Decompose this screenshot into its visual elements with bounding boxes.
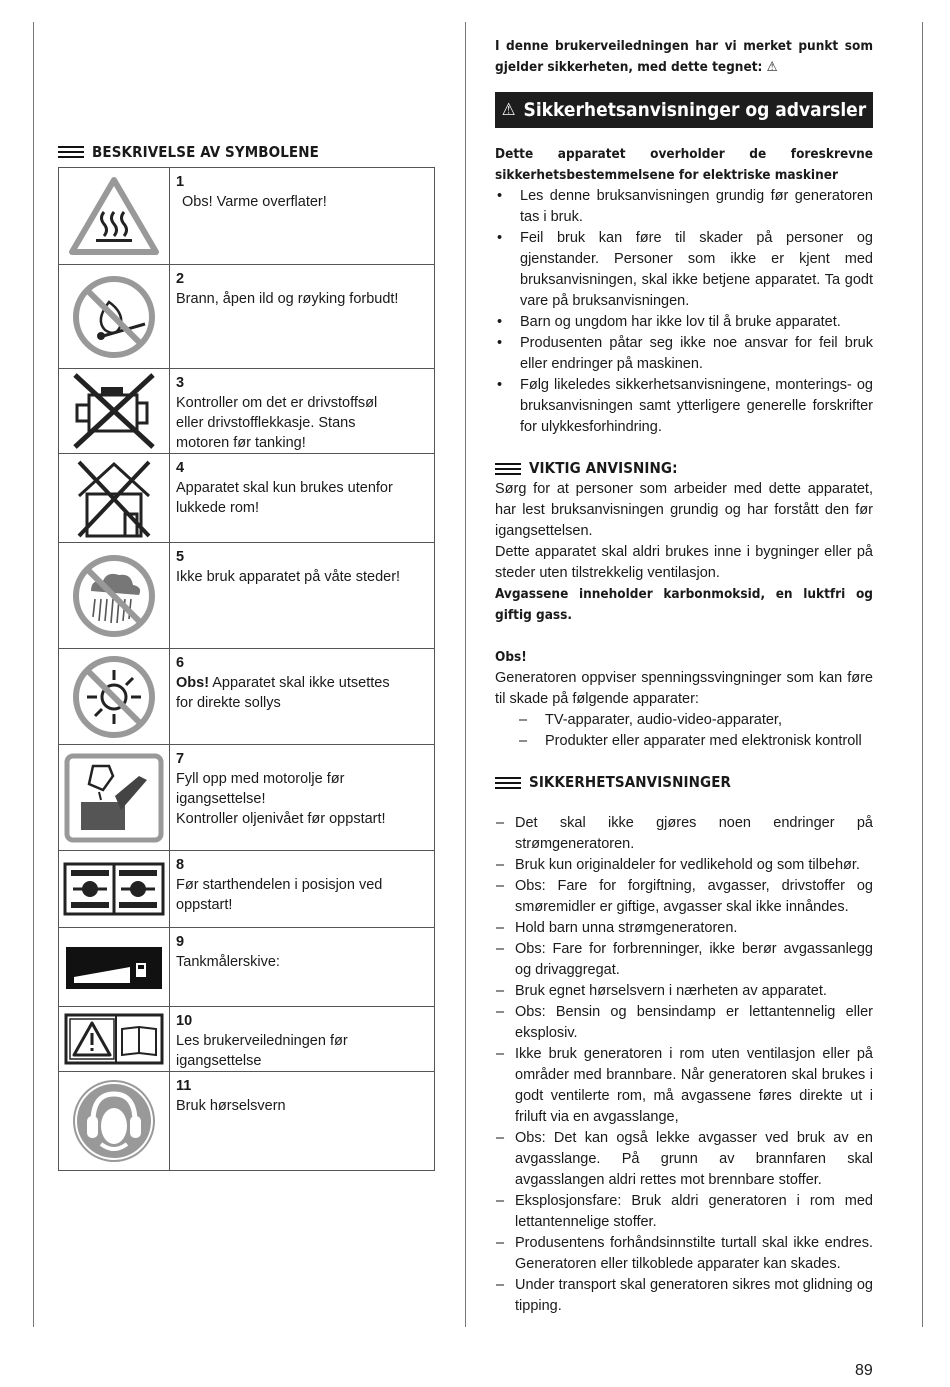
symbol-text: Ikke bruk apparatet på våte steder!	[176, 569, 401, 585]
list-item: – Bruk kun originaldeler for vedlikehold og som tilbehør.	[495, 855, 873, 876]
page-number: 89	[855, 1362, 873, 1379]
safety-section	[495, 36, 873, 1317]
symbol-number: 7	[176, 751, 185, 767]
important-paragraph: Sørg for at personer som arbeider med dette apparatet, har lest bruksanvisningen grundig og har forstått den før igangsettelsen.	[495, 481, 873, 539]
symbol-text-cell	[170, 745, 435, 851]
symbol-number: 11	[176, 1078, 192, 1094]
symbol-text: Kontroller om det er drivstoffsøl eller drivstofflekkasje. Stans motoren før tanking!	[176, 395, 378, 451]
warning-triangle-icon: ⚠	[766, 59, 778, 75]
no-sunlight-icon	[69, 652, 159, 742]
table-row	[59, 928, 435, 1007]
symbol-number: 9	[176, 934, 185, 950]
list-item: – Bruk egnet hørselsvern i nærheten av apparatet.	[495, 981, 873, 1002]
symbol-text: Obs! Varme overflater!	[182, 194, 327, 210]
list-item: – Ikke bruk generatoren i rom uten ventilasjon eller på områder med brannbare. Når generatoren skal brukes i godt ventilerte rom, må avgassene føres direkte ut i friluft via en avgasslange,	[495, 1044, 873, 1128]
table-row	[59, 649, 435, 745]
list-item: • Barn og ungdom har ikke lov til å bruke apparatet.	[495, 312, 873, 333]
table-row	[59, 851, 435, 928]
list-item: – Eksplosjonsfare: Bruk aldri generatoren i rom med lettantennelige stoffer.	[495, 1191, 873, 1233]
important-heading-bar	[495, 458, 873, 479]
symbol-image-cell	[59, 454, 170, 543]
intro-text	[495, 36, 873, 78]
intro-text-body: I denne brukerveiledningen har vi merket punkt som gjelder sikkerheten, med dette tegnet:	[495, 38, 873, 75]
symbol-number: 6	[176, 655, 185, 671]
symbol-text-cell	[170, 543, 435, 649]
symbol-image-cell	[59, 928, 170, 1007]
symbol-image-cell	[59, 369, 170, 454]
warning-triangle-icon: ⚠	[501, 99, 516, 120]
table-row	[59, 369, 435, 454]
important-paragraph: Dette apparatet skal aldri brukes inne i bygninger eller på steder uten tilstrekkelig ventilasjon.	[495, 544, 873, 581]
engine-crossed-icon	[69, 371, 159, 451]
choke-lever-icon	[63, 862, 165, 916]
list-item: – Produkter eller apparater med elektronisk kontroll	[515, 731, 873, 752]
symbol-text-cell	[170, 851, 435, 928]
symbol-image-cell	[59, 168, 170, 265]
symbol-number: 10	[176, 1013, 193, 1029]
symbol-text-secondary: Kontroller oljenivået før oppstart!	[176, 811, 386, 827]
list-item: – Obs: Bensin og bensindamp er lettantennelig eller eksplosiv.	[495, 1002, 873, 1044]
symbol-text: Bruk hørselsvern	[176, 1098, 286, 1114]
fuel-gauge-icon	[64, 943, 164, 991]
symbol-text: Les brukerveiledningen før igangsettelse	[176, 1033, 348, 1069]
table-row	[59, 454, 435, 543]
obs-device-list	[495, 710, 873, 752]
symbol-text-cell	[170, 454, 435, 543]
right-margin-rule	[922, 22, 923, 1327]
house-crossed-icon	[69, 456, 159, 540]
obs-label: Obs!	[495, 649, 527, 665]
symbol-text: Apparatet skal ikke utsettes for direkte sollys	[176, 675, 390, 711]
symbol-table	[58, 167, 435, 1171]
symbol-number: 1	[176, 174, 185, 190]
table-row	[59, 265, 435, 369]
symbol-image-cell	[59, 745, 170, 851]
symbol-image-cell	[59, 265, 170, 369]
no-open-fire-icon	[69, 272, 159, 362]
symbol-text-cell	[170, 168, 435, 265]
list-item: • Følg likeledes sikkerhetsanvisningene, monterings- og bruksanvisningen samt ytterligere generelle forskrifter for ulykkesforhindring.	[495, 375, 873, 438]
safety-instructions-heading-bar	[495, 772, 873, 793]
list-item: – TV-apparater, audio-video-apparater,	[515, 710, 873, 731]
hot-surface-warning-icon	[66, 174, 162, 258]
safety-bullet-list	[495, 186, 873, 438]
symbol-text: Tankmålerskive:	[176, 954, 280, 970]
list-item: • Les denne bruksanvisningen grundig før generatoren tas i bruk.	[495, 186, 873, 228]
list-item: – Produsentens forhåndsinnstilte turtall skal ikke endres. Generatoren eller tilkoblede apparater kan skades.	[495, 1233, 873, 1275]
safety-title-bar	[495, 92, 873, 128]
symbol-text: Apparatet skal kun brukes utenfor lukkede rom!	[176, 480, 393, 516]
column-divider-rule	[465, 22, 466, 1327]
compliance-text: Dette apparatet overholder de foreskrevne sikkerhetsbestemmelsene for elektriske maskiner	[495, 146, 873, 183]
read-manual-icon	[64, 1013, 164, 1065]
list-item: – Obs: Fare for forbrenninger, ikke berør avgassanlegg og drivaggregat.	[495, 939, 873, 981]
oil-fill-icon	[63, 752, 165, 844]
safety-instructions-list	[495, 813, 873, 1317]
safety-title: Sikkerhetsanvisninger og advarsler	[523, 98, 867, 121]
symbol-image-cell	[59, 649, 170, 745]
symbol-image-cell	[59, 543, 170, 649]
symbol-text: Fyll opp med motorolje før igangsettelse!	[176, 771, 345, 807]
symbol-text-cell	[170, 369, 435, 454]
section-marker-icon	[58, 144, 84, 160]
symbol-text-cell	[170, 1072, 435, 1171]
table-row	[59, 168, 435, 265]
symbol-number: 3	[176, 375, 185, 391]
list-item: – Hold barn unna strømgeneratoren.	[495, 918, 873, 939]
symbol-number: 5	[176, 549, 185, 565]
table-row	[59, 745, 435, 851]
symbol-text-cell	[170, 265, 435, 369]
list-item: – Obs: Det kan også lekke avgasser ved bruk av en avgasslange. På grunn av brannfaren skal avgasslangen aldri rettes mot brennbare stoffer.	[495, 1128, 873, 1191]
list-item: – Under transport skal generatoren sikres mot glidning og tipping.	[495, 1275, 873, 1317]
safety-instructions-heading: SIKKERHETSANVISNINGER	[529, 773, 732, 791]
obs-text: Generatoren oppviser spenningssvingninger som kan føre til skade på følgende apparater:	[495, 670, 873, 707]
important-warning-text: Avgassene inneholder karbonmoksid, en luktfri og giftig gass.	[495, 586, 873, 623]
list-item: – Det skal ikke gjøres noen endringer på strømgeneratoren.	[495, 813, 873, 855]
section-marker-icon	[495, 461, 521, 477]
symbol-number: 2	[176, 271, 185, 287]
symbol-text: Brann, åpen ild og røyking forbudt!	[176, 291, 399, 307]
symbols-heading: BESKRIVELSE AV SYMBOLENE	[92, 143, 319, 161]
list-item: • Produsenten påtar seg ikke noe ansvar for feil bruk eller endringer på maskinen.	[495, 333, 873, 375]
left-margin-rule	[33, 22, 34, 1327]
list-item: – Obs: Fare for forgiftning, avgasser, drivstoffer og smøremidler er giftige, avgasser skal ikke innåndes.	[495, 876, 873, 918]
symbol-image-cell	[59, 851, 170, 928]
important-heading: VIKTIG ANVISNING:	[529, 459, 678, 477]
section-heading	[58, 143, 436, 161]
no-rain-icon	[69, 551, 159, 641]
section-marker-icon	[495, 775, 521, 791]
table-row	[59, 543, 435, 649]
symbol-image-cell	[59, 1007, 170, 1072]
ear-protection-icon	[71, 1078, 157, 1164]
obs-prefix: Obs!	[176, 675, 210, 691]
list-item: • Feil bruk kan føre til skader på personer og gjenstander. Personer som ikke er kjent med bruksanvisningen, skal ikke betjene apparatet. Ta godt vare på bruksanvisningen.	[495, 228, 873, 312]
symbol-text-cell	[170, 1007, 435, 1072]
table-row	[59, 1007, 435, 1072]
symbol-number: 8	[176, 857, 185, 873]
symbol-text-cell	[170, 649, 435, 745]
symbol-number: 4	[176, 460, 185, 476]
symbol-text-cell	[170, 928, 435, 1007]
table-row	[59, 1072, 435, 1171]
symbol-description-section	[58, 143, 436, 1171]
symbol-image-cell	[59, 1072, 170, 1171]
symbol-text: Før starthendelen i posisjon ved oppstart!	[176, 877, 383, 913]
